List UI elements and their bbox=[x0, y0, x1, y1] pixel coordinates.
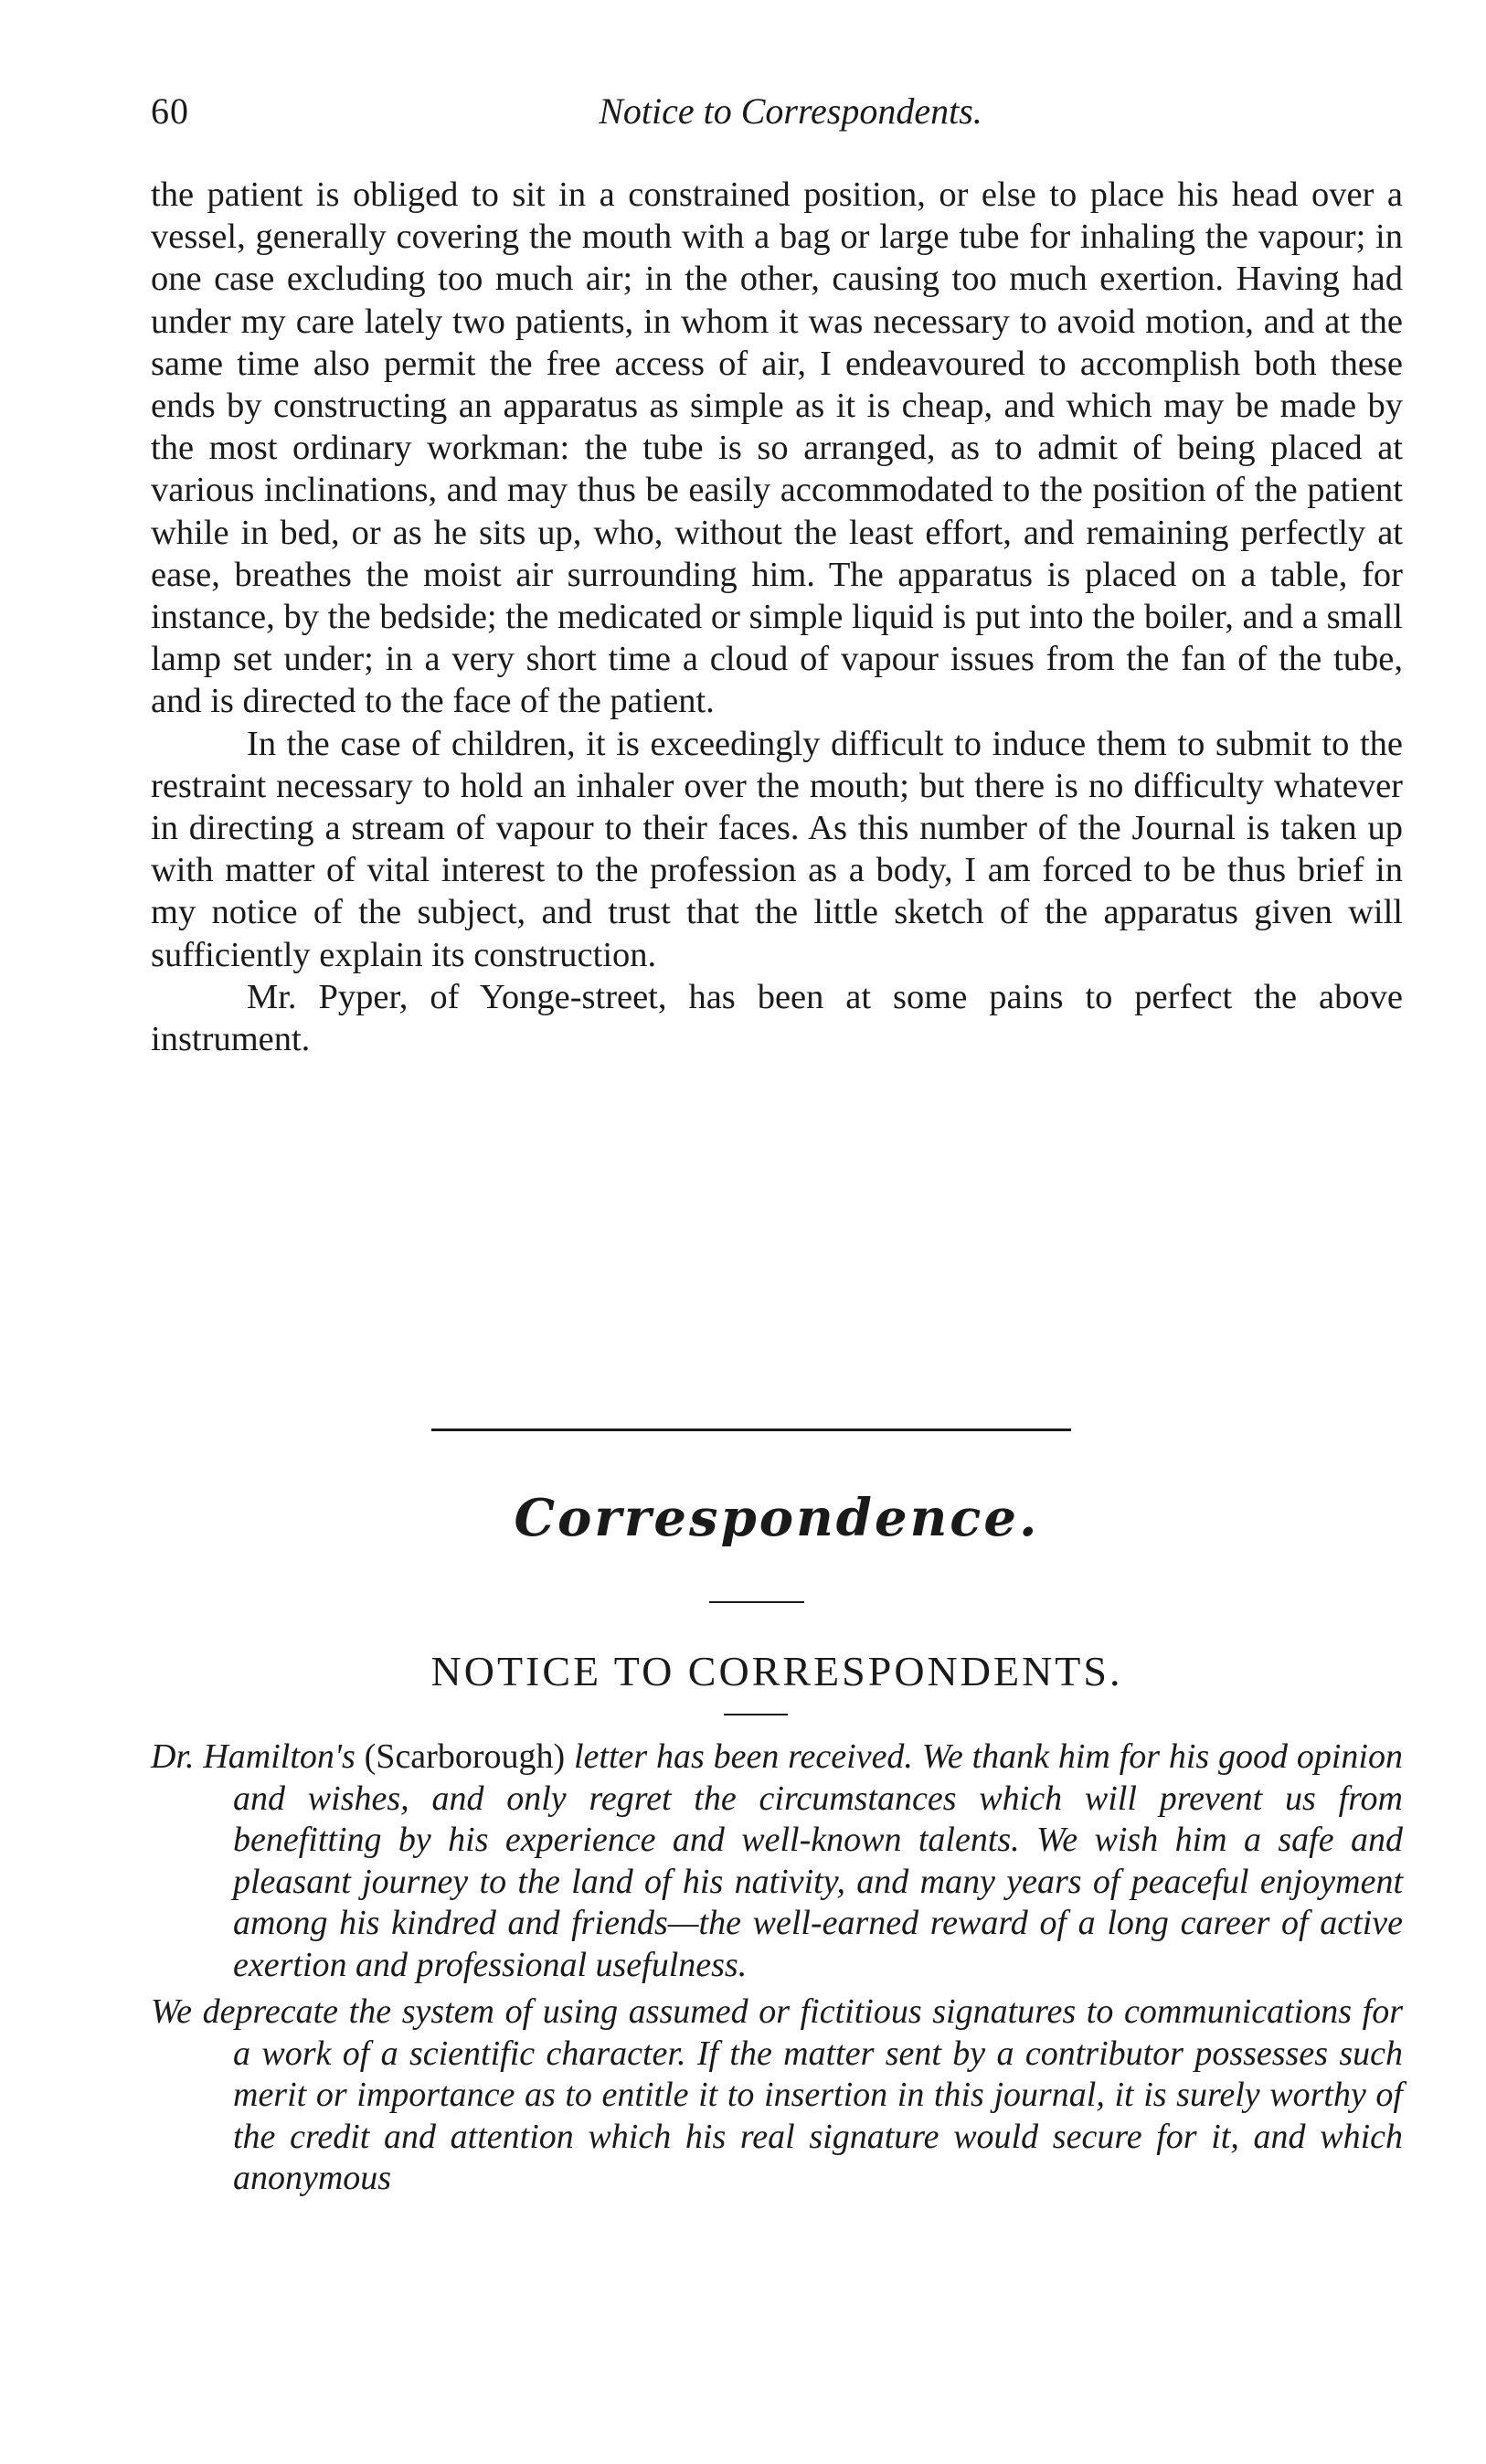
body-paragraph-1: the patient is obliged to sit in a constrained position, or else to place his head over a vessel, generally covering the mouth with a bag or large tube for inhaling the vapour; in one case excluding too much air; in the other, causing too much exertion. Having had under my care lately two patients, in whom it was necessary to avoid motion, and at the same time also permit the free access of air, I endeavoured to accomplish both these ends by constructing an apparatus as simple as it is cheap, and which may be made by the most ordinary workman: the tube is so arranged, as to admit of being placed at various inclinations, and may thus be easily accommodated to the position of the patient while in bed, or as he sits up, who, without the least effort, and remaining perfectly at ease, breathes the moist air surrounding him. The apparatus is placed on a table, for instance, by the bedside; the medicated or simple liquid is put into the boiler, and a small lamp set under; in a very short time a cloud of vapour issues from the fan of the tube, and is directed to the face of the patient. bbox=[151, 175, 1403, 721]
notice-text: letter has been received. We thank him for his good opinion and wishes, and only regret the circumstances which will prevent us from benefitting by his experience and well-known talents. We wish him a safe and pleasant journey to the land of his nativity, and many years of peaceful enjoyment among his kindred and friends—the well-earned reward of a long career of active exertion and professional usefulness. bbox=[233, 1737, 1403, 1984]
notice-lead-place: (Scarborough) bbox=[364, 1737, 566, 1776]
notice-lead: Dr. Hamilton's bbox=[151, 1737, 356, 1776]
page-header bbox=[151, 90, 1403, 144]
notice-text: We deprecate the system of using assumed or fictitious signatures to communications for a work of a scientific character. If the matter sent by a contributor possesses such merit or importance as to entitle it to insertion in this journal, it is surely worthy of the credit and attention which his real signature would secure for it, and which anonymous bbox=[151, 1992, 1403, 2197]
body-paragraph-2: In the case of children, it is exceedingly difficult to induce them to submit to the restraint necessary to hold an inhaler over the mouth; but there is no difficulty whatever in directing a stream of vapour to their faces. As this number of the Journal is taken up with matter of vital interest to the profession as a body, I am forced to be thus brief in my notice of the subject, and trust that the little sketch of the apparatus given will sufficiently explain its construction. bbox=[151, 724, 1403, 974]
body-paragraph-3: Mr. Pyper, of Yonge-street, has been at some pains to perfect the above instrument. bbox=[151, 977, 1403, 1059]
running-head: Notice to Correspondents. bbox=[599, 90, 982, 132]
section-divider-rule bbox=[431, 1428, 1071, 1431]
notices-list bbox=[151, 1736, 1403, 2205]
notice-item bbox=[151, 1736, 1403, 1986]
article-body bbox=[151, 174, 1403, 1060]
title-underline-rule bbox=[709, 1601, 804, 1603]
notice-item bbox=[151, 1991, 1403, 2200]
page-number: 60 bbox=[151, 90, 189, 132]
heading-underline-rule bbox=[724, 1714, 788, 1715]
notice-heading: NOTICE TO CORRESPONDENTS. bbox=[430, 1648, 1123, 1694]
section-title: Correspondence. bbox=[514, 1488, 1040, 1548]
